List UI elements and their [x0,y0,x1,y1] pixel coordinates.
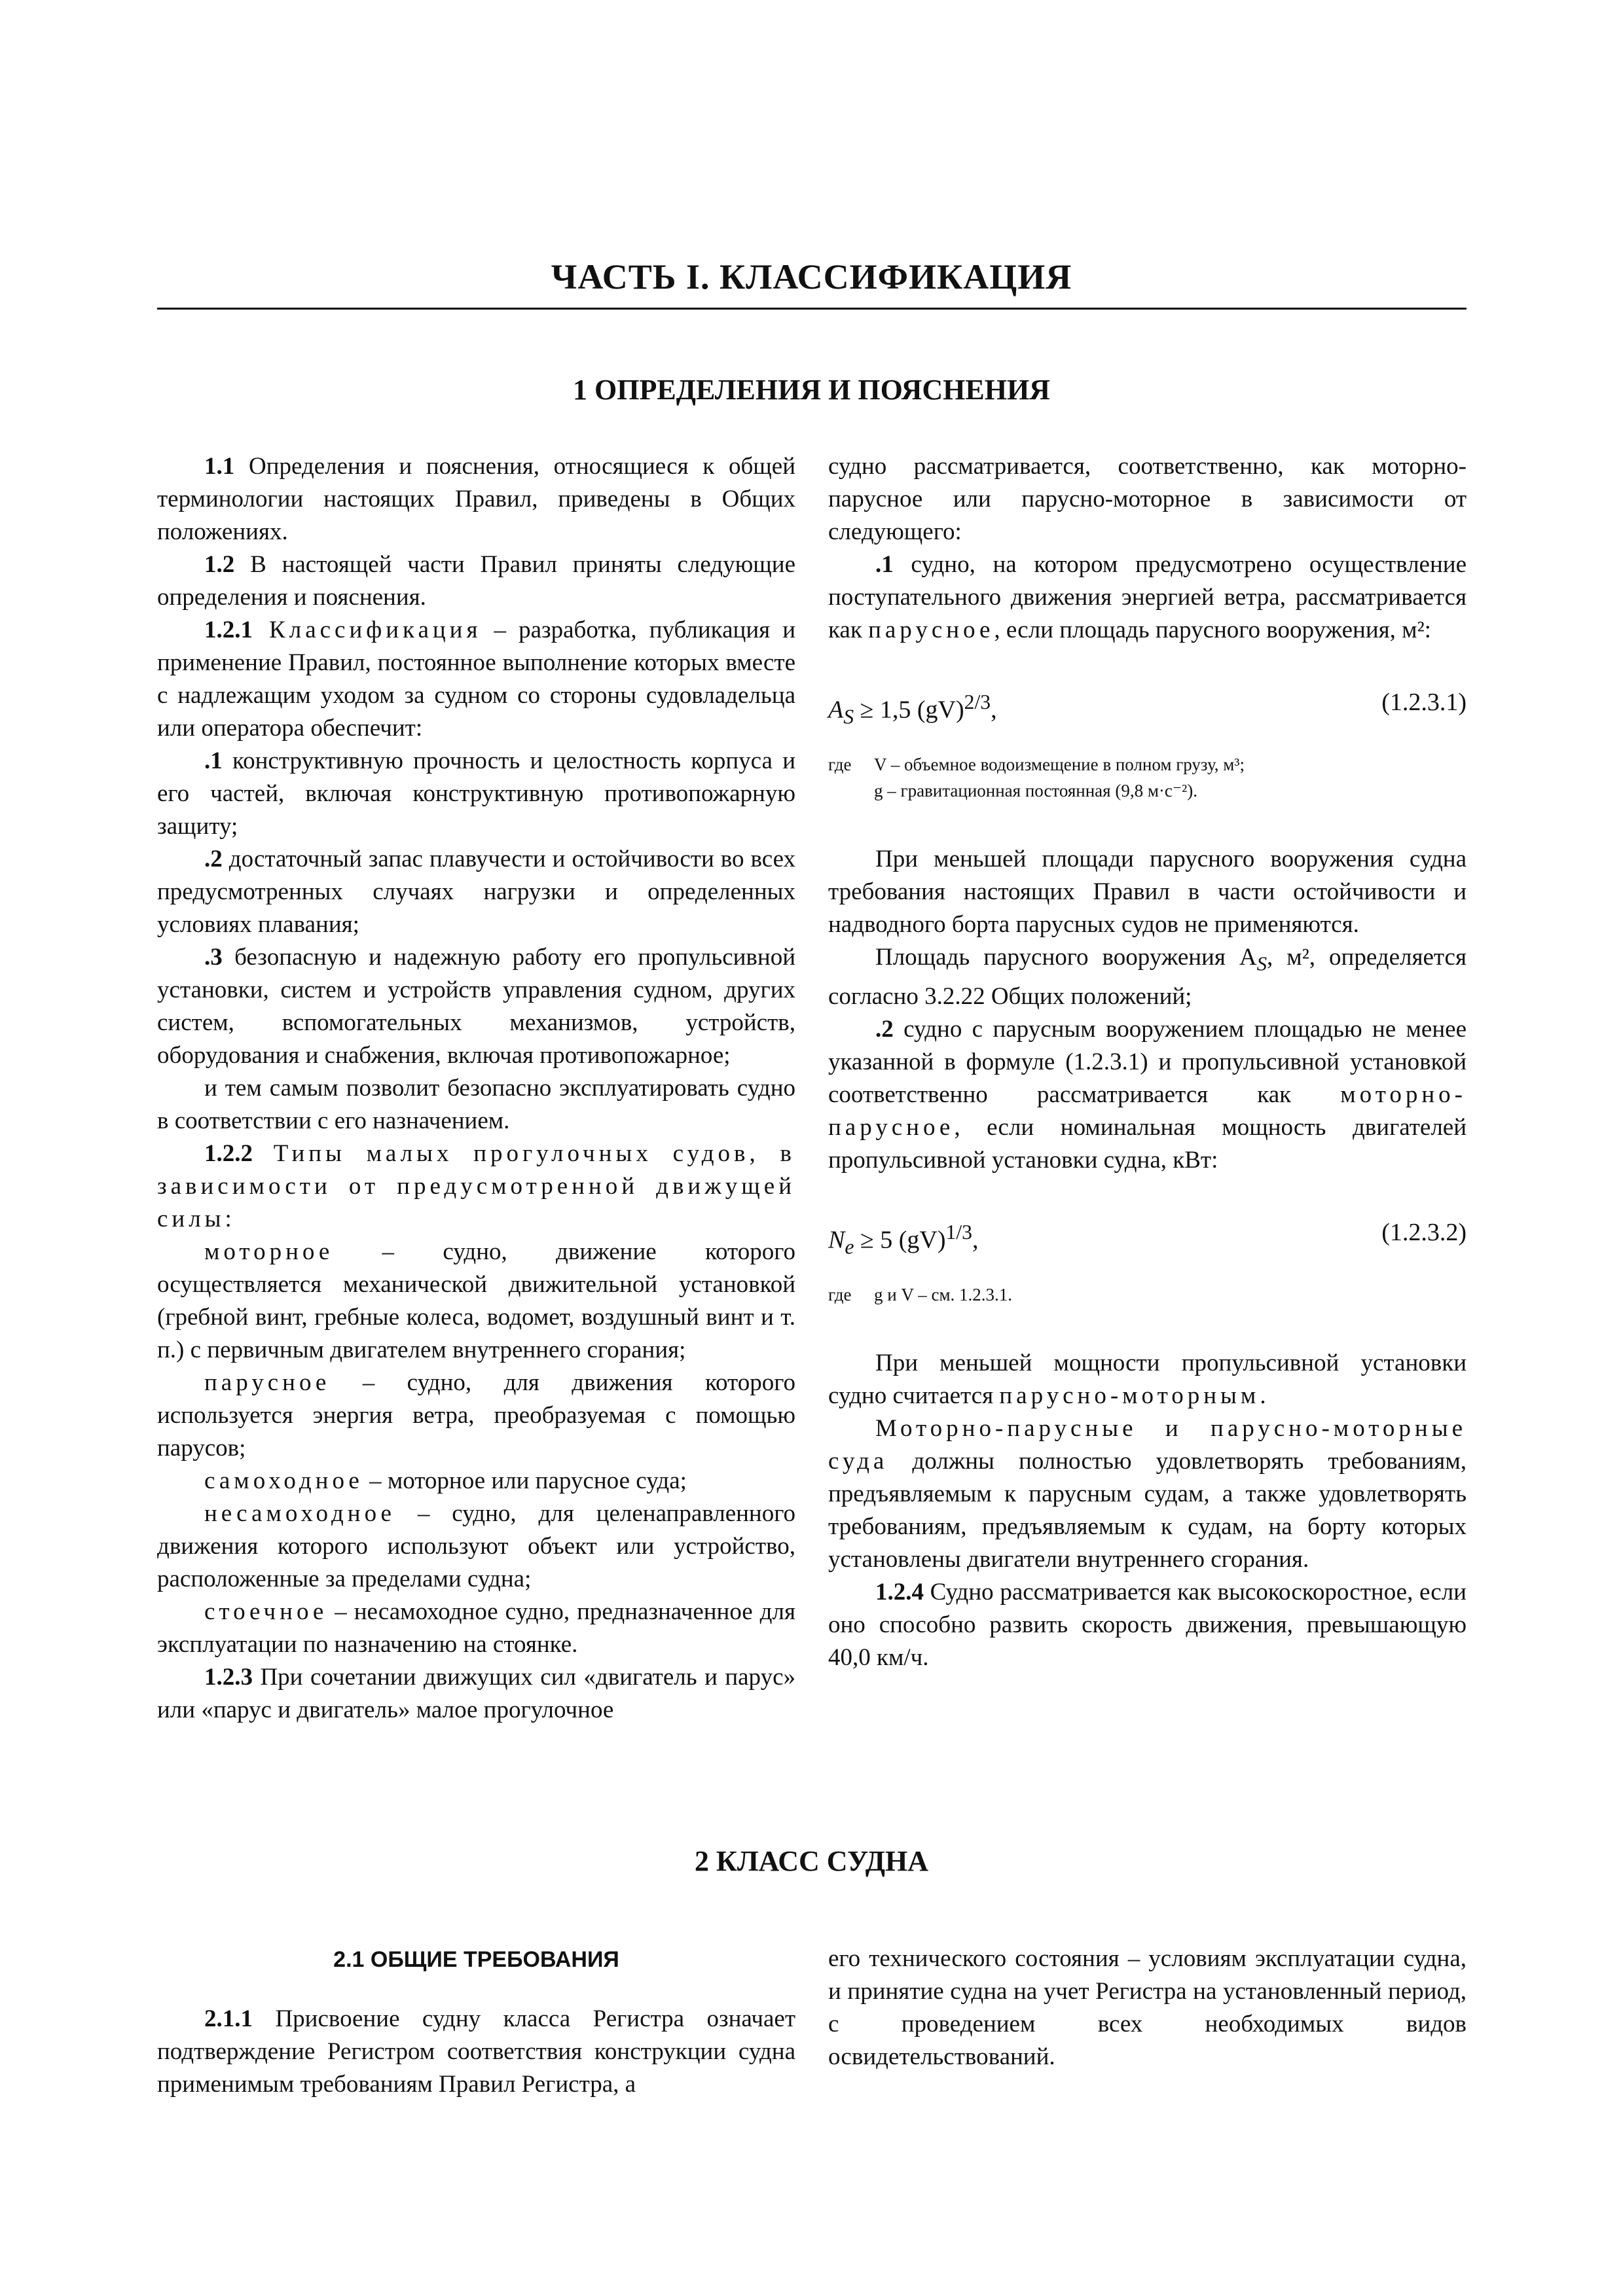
paragraph-sail-area: Площадь парусного вооружения $A_S$, м², определяется согласно 3.2.22 Общих положений; [828,944,1467,1010]
paragraph-1-2-1: 1.2.1 Классификация – разработка, публикация и применение Правил, постоянное выполнение которых вместе с надлежащим уходом за судном со стороны судовладельца или оператора обеспечит: [157,617,795,742]
list-item-1: .1 конструктивную прочность и целостность корпуса и его частей, включая конструктивную противопожарную защиту; [157,747,795,840]
paragraph-1-2-3: 1.2.3 При сочетании движущих сил «двигатель и парус» или «парус и двигатель» малое прогулочное [157,1664,795,1723]
paragraph-smaller-sail-area: При меньшей площади парусного вооружения судна требования настоящих Правил в части остойчивости и надводного борта парусных судов не применяются. [828,846,1467,939]
section1-right-column [828,450,1467,1674]
paragraph-1-2-4: 1.2.4 Судно рассматривается как высокоскоростное, если оно способно развить скорость движения, превышающую 40,0 км/ч. [828,1578,1467,1671]
subsection-title-general: 2.1 ОБЩИЕ ТРЕБОВАНИЯ [333,1947,619,1972]
paragraph-1-2: 1.2 В настоящей части Правил приняты следующие определения и пояснения. [157,551,795,611]
definition-non-self-propelled: несамоходное – судно, для целенаправленного движения которого используют объект или устройство, расположенные за пределами судна; [157,1500,795,1592]
definition-motor: моторное – судно, движение которого осуществляется механической движительной установкой (гребной винт, гребные колеса, водомет, воздушный винт и т. п.) с первичным двигателем внутреннего сгорания; [157,1238,795,1363]
section1-left-column [157,450,795,1727]
definition-stationary: стоечное – несамоходное судно, предназначенное для эксплуатации по назначению на стоянке. [157,1598,795,1658]
page-title: ЧАСТЬ I. КЛАССИФИКАЦИЯ [551,257,1072,296]
section-title-ship-class: 2 КЛАСС СУДНА [694,1845,929,1877]
list-conclusion: и тем самым позволит безопасно эксплуатировать судно в соответствии с его назначением. [157,1075,795,1134]
section2-right-column [828,1943,1467,2073]
list-item-motor-sail: .2 судно с парусным вооружением площадью не менее указанной в формуле (1.2.3.1) и пропульсивной установкой соответственно рассматривается как моторно-парусное, если номинальная мощность двигателей пропульсивной установки судна, кВт: [828,1015,1467,1174]
formula-note-2: где g и V – см. 1.2.3.1. [828,1284,1013,1304]
list-item-2: .2 достаточный запас плавучести и остойчивости во всех предусмотренных случаях нагрузки и определенных условиях плавания; [157,846,795,938]
list-item-3: .3 безопасную и надежную работу его пропульсивной установки, систем и устройств управления судном, других систем, вспомогательных механизмов, устройств, оборудования и снабжения, включая противопожарное; [157,944,795,1069]
paragraph-2-1-1: 2.1.1 Присвоение судну класса Регистра означает подтверждение Регистром соответствия конструкции судна применимым требованиям Правил Регистра, а [157,2005,795,2098]
paragraph-1-1: 1.1 Определения и пояснения, относящиеся к общей терминологии настоящих Правил, приведены в Общих положениях. [157,453,795,545]
paragraph-motor-sail-vessels: Моторно-парусные и парусно-моторные суда должны полностью удовлетворять требованиям, предъявляемым к парусным судам, а также удовлетворять требованиям, предъявляемым к судам, на борту которых установлены двигатели внутреннего сгорания. [828,1414,1467,1573]
list-item-sail: .1 судно, на котором предусмотрено осуществление поступательного движения энергией ветра, рассматривается как парусное, если площадь парусного вооружения, м²: [828,551,1467,643]
title-rule [157,308,1467,310]
definition-sail: парусное – судно, для движения которого используется энергия ветра, преобразуемая с помощью парусов; [157,1369,795,1462]
formula-number: (1.2.3.2) [1381,1218,1467,1246]
formula-1-2-3-1: $A_S \ge 1,5$ (gV)$^{2/3}$, (1.2.3.1) [828,686,1467,733]
paragraph-1-2-2: 1.2.2 Типы малых прогулочных судов, в зависимости от предусмотренной движущей силы: [157,1140,795,1232]
formula-1-2-3-2: $N_e \ge 5$ (gV)$^{1/3}$, (1.2.3.2) [828,1216,1467,1263]
definition-self-propelled: самоходное – моторное или парусное суда; [204,1467,687,1494]
formula-number: (1.2.3.1) [1381,689,1467,716]
paragraph-continued: судно рассматривается, соответственно, как моторно-парусное или парусно-моторное в зависимости от следующего: [828,453,1467,545]
paragraph-2-1-1-continued: его технического состояния – условиям эксплуатации судна, и принятие судна на учет Регистра на установленный период, с проведением всех необходимых видов освидетельствований. [828,1945,1467,2070]
paragraph-smaller-power: При меньшей мощности пропульсивной установки судно считается парусно-моторным. [828,1349,1467,1409]
formula-note-1: где V – объемное водоизмещение в полном грузу, м³; g – гравитационная постоянная (9,8 м·с⁻²). [828,755,1245,801]
section-title-definitions: 1 ОПРЕДЕЛЕНИЯ И ПОЯСНЕНИЯ [573,374,1050,406]
section2-left-column [157,2003,795,2101]
